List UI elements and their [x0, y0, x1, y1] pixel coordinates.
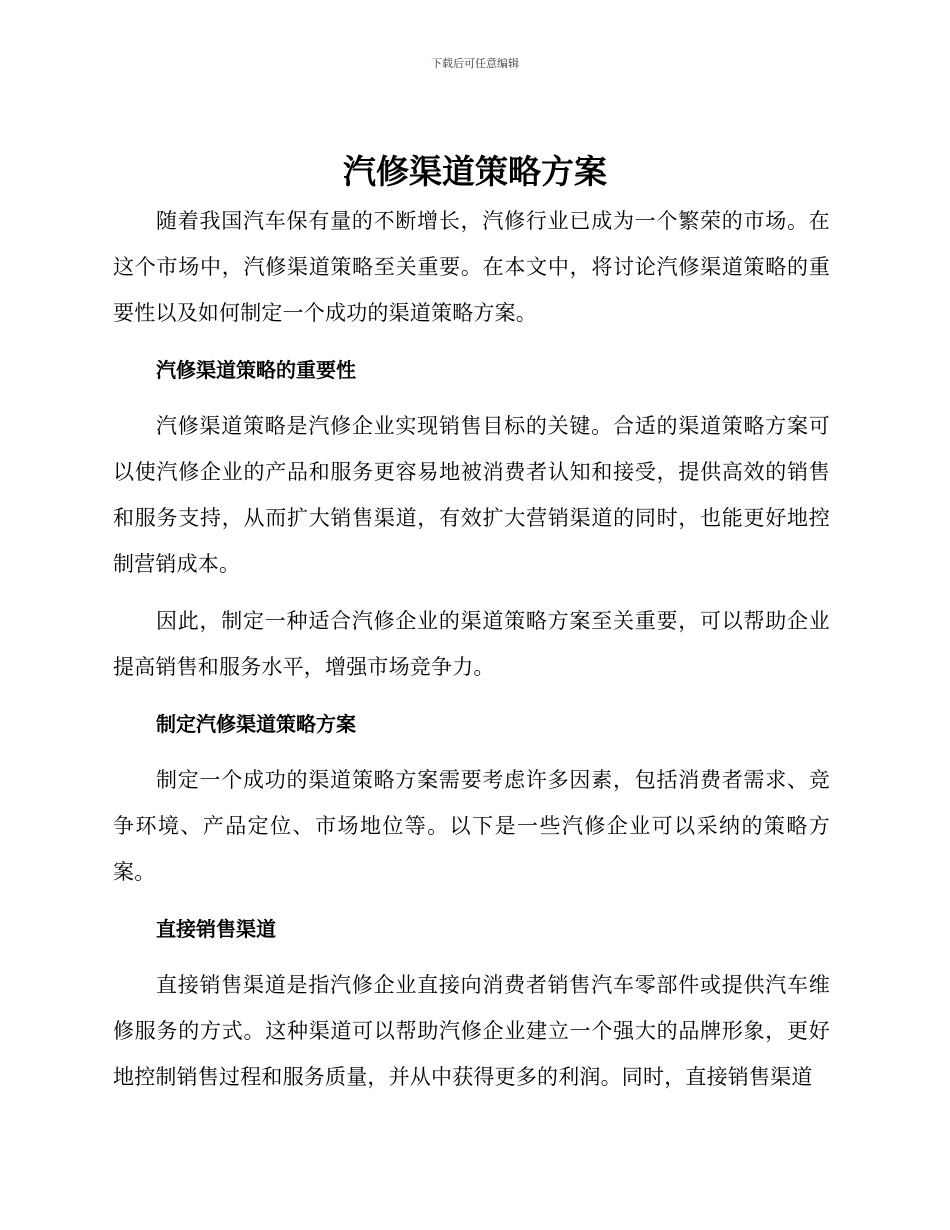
section-heading-formulate: 制定汽修渠道策略方案: [156, 712, 356, 736]
intro-paragraph: 随着我国汽车保有量的不断增长，汽修行业已成为一个繁荣的市场。在这个市场中，汽修渠道策略至关重要。在本文中，将讨论汽修渠道策略的重要性以及如何制定一个成功的渠道策略方案。: [113, 209, 830, 325]
section-heading-importance: 汽修渠道策略的重要性: [156, 358, 356, 382]
page-header-note: 下载后可任意编辑: [431, 57, 519, 70]
section-paragraph: 因此，制定一种适合汽修企业的渠道策略方案至关重要，可以帮助企业提高销售和服务水平，增强市场竞争力。: [113, 609, 830, 679]
section-heading-direct-sales: 直接销售渠道: [156, 917, 276, 941]
document-body: [113, 198, 830, 1100]
section-paragraph: 直接销售渠道是指汽修企业直接向消费者销售汽车零部件或提供汽车维修服务的方式。这种渠道可以帮助汽修企业建立一个强大的品牌形象，更好地控制销售过程和服务质量，并从中获得更多的利润。同时，直接销售渠道: [113, 973, 830, 1089]
section-paragraph: 制定一个成功的渠道策略方案需要考虑许多因素，包括消费者需求、竞争环境、产品定位、市场地位等。以下是一些汽修企业可以采纳的策略方案。: [113, 768, 830, 884]
section-paragraph: 汽修渠道策略是汽修企业实现销售目标的关键。合适的渠道策略方案可以使汽修企业的产品和服务更容易地被消费者认知和接受，提供高效的销售和服务支持，从而扩大销售渠道，有效扩大营销渠道的同时，也能更好地控制营销成本。: [113, 414, 830, 576]
document-title: 汽修渠道策略方案: [343, 152, 607, 191]
